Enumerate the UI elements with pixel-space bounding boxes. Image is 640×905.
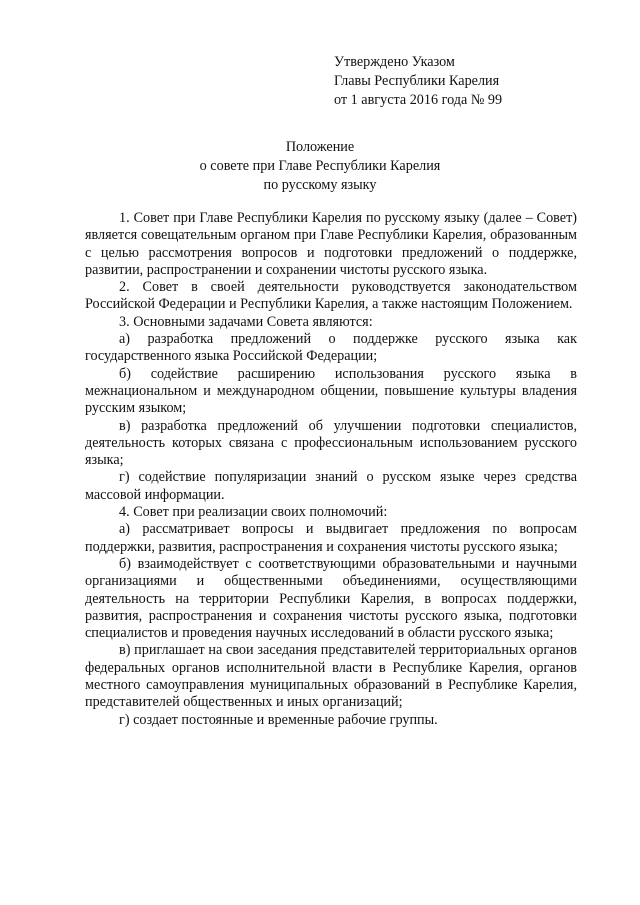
paragraph-3: 3. Основными задачами Совета являются: xyxy=(119,313,373,330)
paragraph-2: 2. Совет в своей деятельности руководствуется законодательством Российской Федерации и Республики Карелия, а также настоящим Положением. xyxy=(85,279,577,313)
paragraph-3c: в) разработка предложений об улучшении подготовки специалистов, деятельность которых связана с профессиональным использованием русского языка; xyxy=(85,417,577,469)
title-line-1: Положение xyxy=(285,139,355,155)
paragraph-3d: г) содействие популяризации знаний о русском языке через средства массовой информации. xyxy=(85,469,577,503)
title-line-3: по русскому языку xyxy=(263,177,377,193)
document-title xyxy=(0,138,640,195)
document-body xyxy=(85,210,577,729)
title-line-2: о совете при Главе Республики Карелия xyxy=(199,158,441,174)
paragraph-3a: а) разработка предложений о поддержке русского языка как государственного языка Российской Федерации; xyxy=(85,331,577,365)
paragraph-4c: в) приглашает на свои заседания представителей территориальных органов федеральных органов исполнительной власти в Республике Карелия, органов местного самоуправления муниципальных образований в Республике Карелия, представителей общественных и иных организаций; xyxy=(85,642,577,711)
approval-line-3: от 1 августа 2016 года № 99 xyxy=(334,92,503,108)
approval-line-2: Главы Республики Карелия xyxy=(334,73,500,89)
paragraph-4: 4. Совет при реализации своих полномочий: xyxy=(119,504,388,521)
paragraph-4d: г) создает постоянные и временные рабочие группы. xyxy=(119,711,438,728)
paragraph-3b: б) содействие расширению использования русского языка в межнациональном и международном общении, повышение культуры владения русским языком; xyxy=(85,365,577,417)
paragraph-4a: а) рассматривает вопросы и выдвигает предложения по вопросам поддержки, развития, распространения и сохранения чистоты русского языка; xyxy=(85,521,577,555)
paragraph-4b: б) взаимодействует с соответствующими образовательными и научными организациями и общественными объединениями, осуществляющими деятельность на территории Республики Карелия, в вопросах поддержки, развития, распространения и сохранения чистоты русского языка, подготовки специалистов и проведения научных исследований в области русского языка; xyxy=(85,555,577,642)
paragraph-1: 1. Совет при Главе Республики Карелия по русскому языку (далее – Совет) является совещательным органом при Главе Республики Карелия, образованным с целью рассмотрения вопросов и подготовки предложений о поддержке, развитии, распространении и сохранении чистоты русского языка. xyxy=(85,210,577,278)
approval-block xyxy=(334,53,502,110)
approval-line-1: Утверждено Указом xyxy=(334,54,455,70)
